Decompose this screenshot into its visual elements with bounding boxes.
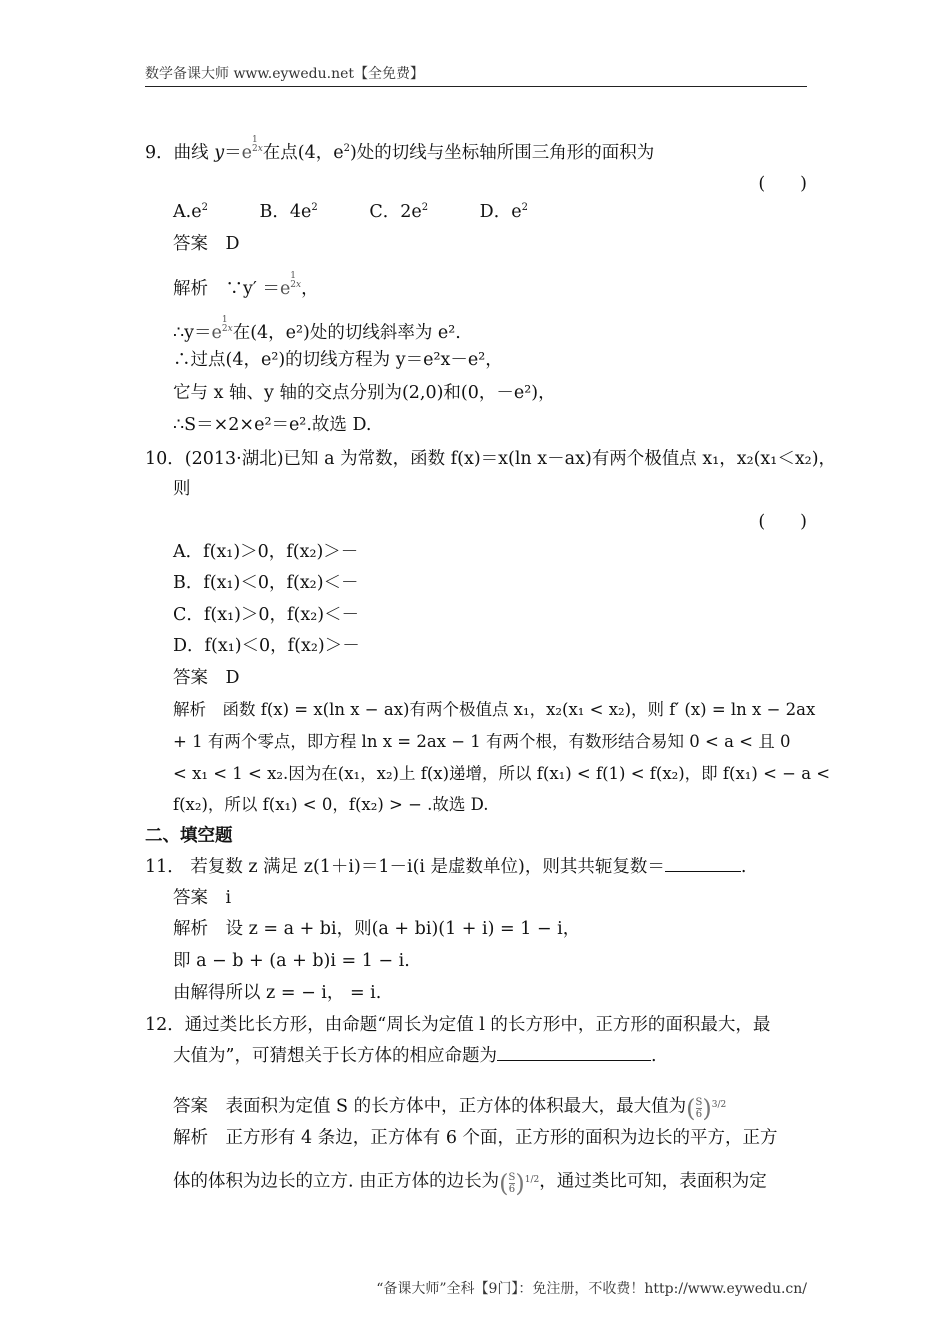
q9-stem: 9．曲线 y＝e 1 2 $^x$在点(4，$e^2$)处的切线与坐标轴所围三角形的面积为 bbox=[145, 135, 655, 163]
q11-analysis-2: 即 a − b + (a + b)i = 1 − i. bbox=[173, 951, 410, 971]
q11-answer: 答案 i bbox=[173, 888, 232, 908]
q10-answer: 答案 D bbox=[173, 668, 240, 688]
q11-stem: 11． 若复数 z 满足 z(1＋i)＝1－i(i 是虚数单位)，则其共轭复数＝ . bbox=[145, 857, 747, 877]
q10-analysis-3: < x₁ < 1 < x₂.因为在(x₁，x₂)上 f(x)递增，所以 f(x₁) < f(1) < f(x₂)，即 f(x₁) < − a < bbox=[173, 764, 831, 783]
q10-stem-2: 则 bbox=[173, 479, 191, 499]
q9-analysis-2: ∴y＝e 1 2 $^x$在(4，e²)处的切线斜率为 e². bbox=[173, 315, 461, 343]
q12-analysis-1: 解析 正方形有 4 条边，正方体有 6 个面，正方形的面积为边长的平方，正方 bbox=[173, 1128, 778, 1148]
q12-answer-blank[interactable] bbox=[497, 1046, 651, 1061]
q9-analysis-1: 解析 ∵y′ ＝e 1 2 $^x$， bbox=[173, 271, 319, 299]
q10-analysis-4: f(x₂)，所以 f(x₁) < 0，f(x₂) > − .故选 D. bbox=[173, 795, 489, 814]
q9-answer: 答案 D bbox=[173, 234, 240, 254]
q10-option-b[interactable]: B．f(x₁)＜0，f(x₂)＜－ bbox=[173, 573, 359, 593]
exp-term: e 1 2 $^x$ bbox=[279, 271, 302, 299]
q10-analysis-2: + 1 有两个零点，即方程 ln x = 2ax − 1 有两个根，有数形结合易知 0 < a < 且 0 bbox=[173, 732, 791, 751]
q9-paren: ( ) bbox=[758, 174, 807, 194]
q9-option-d[interactable]: D．$e^2$ bbox=[479, 202, 528, 222]
q9-analysis-3: ∴过点(4，e²)的切线方程为 y＝e²x－e²， bbox=[173, 350, 503, 370]
q9-option-b[interactable]: B．$4e^2$ bbox=[259, 202, 318, 222]
q11-answer-blank[interactable] bbox=[665, 857, 741, 872]
q9-option-a[interactable]: $A.e^2$ bbox=[173, 202, 208, 222]
q11-analysis-1: 解析 设 z = a + bi，则(a + bi)(1 + i) = 1 − i， bbox=[173, 919, 581, 939]
exp-term: e 1 2 $^x$ bbox=[211, 315, 233, 343]
q9-analysis-5: ∴S＝×2×e²＝e².故选 D. bbox=[173, 415, 372, 435]
page-footer: “备课大师”全科【9门】：免注册，不收费！http://www.eywedu.cn/ bbox=[376, 1281, 807, 1297]
q10-option-c[interactable]: C．f(x₁)＞0，f(x₂)＜－ bbox=[173, 605, 360, 625]
q9-options bbox=[173, 200, 574, 224]
q12-answer: 答案 表面积为定值 S 的长方体中，正方体的体积最大，最大值为( $\frac{S}{6}$ )$^{3/2}$ bbox=[173, 1094, 727, 1123]
q10-stem-1: 10．(2013·湖北)已知 a 为常数，函数 f(x)＝x(ln x－ax)有两个极值点 x₁，x₂(x₁＜x₂)， bbox=[145, 449, 837, 469]
q11-analysis-3: 由解得所以 z = − i， = i. bbox=[173, 983, 382, 1003]
fraction-power: ( $\frac{S}{6}$ )$^{3/2}$ bbox=[686, 1094, 727, 1123]
q12-stem-2: 大值为”，可猜想关于长方体的相应命题为 . bbox=[173, 1046, 657, 1066]
q10-analysis-1: 解析 函数 f(x) = x(ln x − ax)有两个极值点 x₁，x₂(x₁ < x₂)，则 f′ (x) = ln x − 2ax bbox=[173, 700, 816, 719]
section-title: 二、填空题 bbox=[145, 826, 233, 846]
q10-paren: ( ) bbox=[758, 512, 807, 532]
page-header: 数学备课大师 www.eywedu.net【全免费】 bbox=[145, 64, 807, 87]
q9-analysis-4: 它与 x 轴、y 轴的交点分别为(2,0)和(0，－e²)， bbox=[173, 383, 556, 403]
exp-term: e 1 2 $^x$ bbox=[241, 135, 263, 163]
q10-option-d[interactable]: D．f(x₁)＜0，f(x₂)＞－ bbox=[173, 636, 360, 656]
q9-option-c[interactable]: C．$2e^2$ bbox=[369, 202, 429, 222]
q12-analysis-2: 体的体积为边长的立方. 由正方体的边长为( $\frac{S}{6}$ )$^{1/2}$，通过类比可知，表面积为定 bbox=[173, 1169, 767, 1198]
q12-stem-1: 12．通过类比长方形，由命题“周长为定值 l 的长方形中，正方形的面积最大，最 bbox=[145, 1015, 771, 1035]
fraction-power: ( $\frac{S}{6}$ )$^{1/2}$ bbox=[499, 1169, 540, 1198]
q10-option-a[interactable]: A．f(x₁)＞0，f(x₂)＞－ bbox=[173, 542, 359, 562]
